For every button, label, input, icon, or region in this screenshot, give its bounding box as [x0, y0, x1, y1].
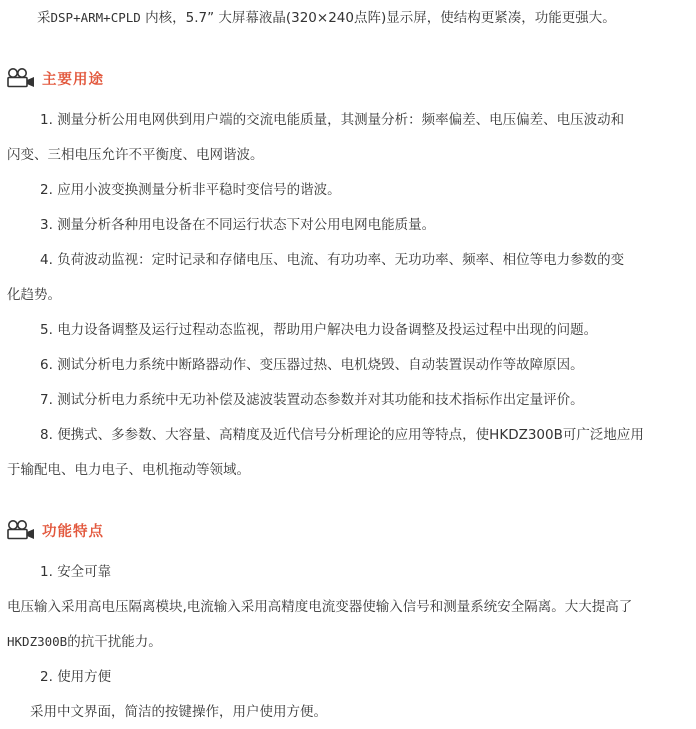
feature-desc-text: 的抗干扰能力。 [67, 634, 162, 650]
intro-mono: DSP+ARM+CPLD [50, 10, 141, 25]
list-item [0, 215, 696, 235]
list-item [0, 180, 696, 200]
feature-description [0, 597, 696, 617]
list-item [0, 425, 696, 445]
list-item-continuation [0, 460, 696, 480]
section-title: 主要用途 [42, 71, 104, 88]
list-item [0, 355, 696, 375]
list-item [0, 110, 696, 130]
feature-title [0, 667, 696, 687]
section-heading-usage [6, 66, 104, 90]
section-heading-features [6, 518, 104, 542]
list-item-continuation [0, 285, 696, 305]
item-text: 测量分析公用电网供到用户端的交流电能质量，其测量分析：频率偏差、电压偏差、电压波动和 [57, 112, 625, 128]
feature-title-text: 使用方便 [57, 669, 112, 685]
item-text: 便携式、多参数、大容量、高精度及近代信号分析理论的应用等特点，使HKDZ300B可广泛地应用 [57, 427, 644, 443]
list-item-continuation [0, 145, 696, 165]
item-number: 4. [40, 252, 53, 268]
feature-description [0, 632, 696, 652]
video-camera-icon [6, 67, 36, 89]
item-number: 7. [40, 392, 53, 408]
item-text: 闪变、三相电压允许不平衡度、电网谐波。 [7, 147, 264, 163]
item-text: 电力设备调整及运行过程动态监视，帮助用户解决电力设备调整及投运过程中出现的问题。 [57, 322, 598, 338]
list-item [0, 250, 696, 270]
item-text: 测试分析电力系统中断路器动作、变压器过热、电机烧毁、自动装置误动作等故障原因。 [57, 357, 584, 373]
item-text: 应用小波变换测量分析非平稳时变信号的谐波。 [57, 182, 341, 198]
feature-number: 2. [40, 669, 53, 685]
intro-prefix: 采 [37, 10, 51, 26]
feature-title-text: 安全可靠 [57, 564, 112, 580]
item-number: 1. [40, 112, 53, 128]
item-text: 于输配电、电力电子、电机拖动等领域。 [7, 462, 250, 478]
item-text: 化趋势。 [7, 287, 61, 303]
intro-text: 内核，5.7” 大屏幕液晶(320×240点阵)显示屏，使结构更紧凑，功能更强大。 [140, 10, 616, 26]
feature-desc-text: 电压输入采用高电压隔离模块,电流输入采用高精度电流变器使输入信号和测量系统安全隔离。大大提高了 [7, 599, 633, 615]
feature-number: 1. [40, 564, 53, 580]
feature-desc-mono: HKDZ300B [7, 634, 68, 649]
item-number: 3. [40, 217, 53, 233]
intro-paragraph [0, 8, 696, 28]
feature-desc-text: 采用中文界面，简洁的按键操作，用户使用方便。 [30, 704, 327, 720]
item-text: 测量分析各种用电设备在不同运行状态下对公用电网电能质量。 [57, 217, 436, 233]
item-text: 测试分析电力系统中无功补偿及滤波装置动态参数并对其功能和技术指标作出定量评价。 [57, 392, 584, 408]
feature-description [0, 702, 696, 722]
item-number: 5. [40, 322, 53, 338]
item-number: 2. [40, 182, 53, 198]
list-item [0, 390, 696, 410]
video-camera-icon [6, 519, 36, 541]
item-text: 负荷波动监视：定时记录和存储电压、电流、有功功率、无功功率、频率、相位等电力参数的变 [57, 252, 625, 268]
item-number: 6. [40, 357, 53, 373]
section-title: 功能特点 [42, 523, 104, 540]
item-number: 8. [40, 427, 53, 443]
list-item [0, 320, 696, 340]
feature-title [0, 562, 696, 582]
